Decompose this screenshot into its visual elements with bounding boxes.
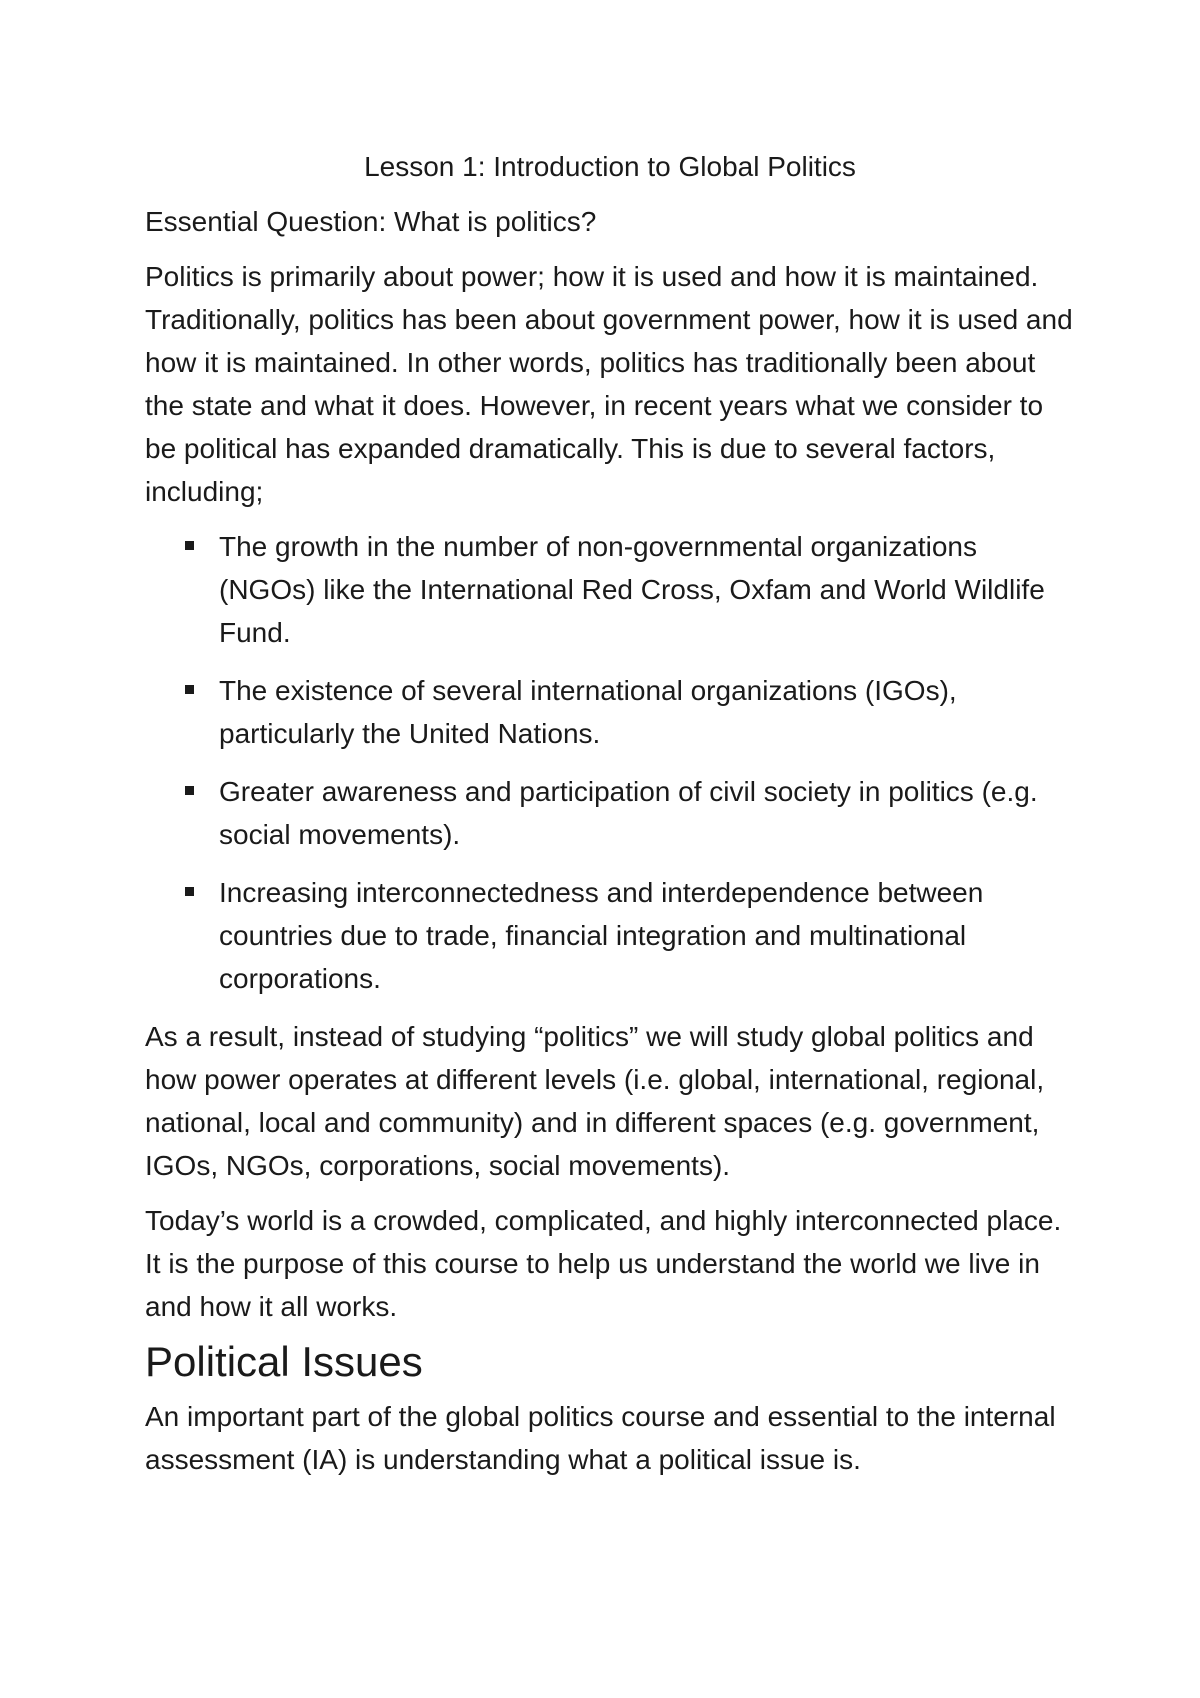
list-item [145, 871, 1075, 1000]
list-item-text: The existence of several international organizations (IGOs), particularly the United Nations. [219, 675, 957, 749]
document-content [145, 145, 1075, 1493]
list-item [145, 525, 1075, 654]
square-bullet-icon [185, 541, 194, 550]
square-bullet-icon [185, 685, 194, 694]
essential-question: Essential Question: What is politics? [145, 206, 597, 237]
list-item-text: Greater awareness and participation of civil society in politics (e.g. social movements). [219, 776, 1038, 850]
factors-list [145, 525, 1075, 1000]
world-paragraph: Today’s world is a crowded, complicated, and highly interconnected place. It is the purpose of this course to help us understand the world we live in and how it all works. [145, 1205, 1062, 1322]
section-heading: Political Issues [145, 1338, 423, 1385]
intro-paragraph: Politics is primarily about power; how it is used and how it is maintained. Traditionally, politics has been about government power, how it is used and how it is maintained. In other words, politics has traditionally been about the state and what it does. However, in recent years what we consider to be political has expanded dramatically. This is due to several factors, including; [145, 261, 1073, 507]
square-bullet-icon [185, 887, 194, 896]
list-item-text: The growth in the number of non-governmental organizations (NGOs) like the International Red Cross, Oxfam and World Wildlife Fund. [219, 531, 1045, 648]
list-item [145, 770, 1075, 856]
issues-paragraph: An important part of the global politics course and essential to the internal assessment (IA) is understanding what a political issue is. [145, 1401, 1056, 1475]
square-bullet-icon [185, 786, 194, 795]
list-item [145, 669, 1075, 755]
list-item-text: Increasing interconnectedness and interdependence between countries due to trade, financial integration and multinational corporations. [219, 877, 984, 994]
lesson-title: Lesson 1: Introduction to Global Politics [364, 151, 856, 182]
result-paragraph: As a result, instead of studying “politics” we will study global politics and how power operates at different levels (i.e. global, international, regional, national, local and community) and in different spaces (e.g. government, IGOs, NGOs, corporations, social movements). [145, 1021, 1045, 1181]
